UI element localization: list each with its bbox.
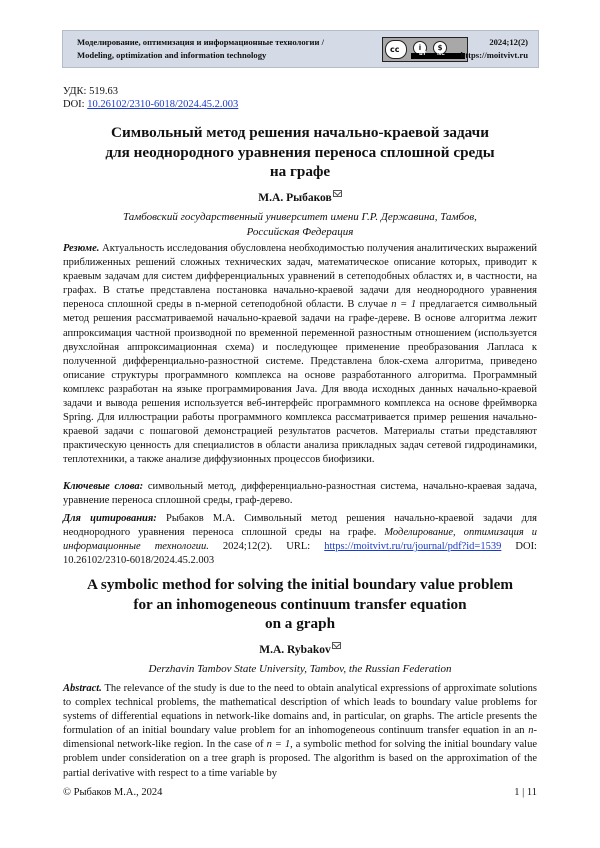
abstract-text: -dimensional network-like region. In the case of [63,725,537,751]
cc-logo-icon: cc [385,40,407,59]
journal-site[interactable]: https://moitvivt.ru [460,49,528,60]
title-line: for an inhomogeneous continuum transfer equation [133,595,467,613]
journal-header [62,30,539,68]
title-line: Символьный метод решения начально-краевой задачи [111,124,489,141]
title-line: on a graph [264,615,336,632]
abstract-text: The relevance of the study is due to the need to obtain analytical expressions of approximate solutions to complex technical problems, the mathematical description of which leads to boundary value problems for systems of differential equations in network-like domains and, in particular, on graphs. The article presents the formulation of an initial boundary value problem for an inhomogeneous continuum transfer equation in an [63,683,537,737]
doi-line [63,98,238,112]
license-by-label: BY [419,51,427,57]
author-en [0,642,600,656]
affiliation-line: Тамбовский государственный университет имени Г.Р. Державина, Тамбов, [123,211,477,223]
keywords-ru [63,480,537,508]
citation-journal: Моделирование, оптимизация и информационные технологии. [63,527,537,553]
citation-text: Рыбаков М.А. Символьный метод решения начально-краевой задачи для неоднородного уравнения переноса сплошной среды на графе. [63,513,537,539]
abstract-text: предлагается символьный метод решения рассматриваемой начально-краевой задачи на графе-дереве. В основе алгоритма лежит аппроксимация частной производной по временной переменной разностным отношением (используется двухслойная аппроксимационная схема) и последующее применение преобразования Лапласа к полученной дифференциально-разностной системе. Представлена блок-схема алгоритма, приведено описание структуры программного комплекса на основе разработанного алгоритма. Программный комплекс разработан на языке программирования Java. Для ввода исходных данных начально-краевой задачи и вывода решения используется веб-интерфейс программного комплекса на основе фреймворка Spring. Для иллюстрации работы программного комплекса рассматривается пример решения начально-краевой задачи с пошаговой демонстрацией результатов расчетов. Материалы статьи представляют практическую ценность для специалистов в области анализа прикладных задач сетевой гидродинамики, теплотехники, а также анализе диффузионных процессов биофизики. [63,299,537,466]
affiliation-line: Российская Федерация [246,225,354,238]
abstract-lead: Abstract. [63,683,102,694]
license-nc-label: NC [437,51,445,57]
abstract-en [63,682,537,781]
abstract-text: , a symbolic method for solving the initial boundary value problem under consideration on a tree graph is proposed. The algorithm is based on the approximation of the partial derivative with respect to a time variable by [63,739,537,779]
udk-code: УДК: 519.63 [63,86,118,97]
copyright: © Рыбаков М.А., 2024 [63,787,163,798]
journal-name-ru: Моделирование, оптимизация и информационные технологии / [77,37,324,47]
keywords-lead: Ключевые слова: [63,481,144,492]
journal-name [77,36,377,61]
abstract-text: Актуальность исследования обусловлена необходимостью получения аналитических выражений приближенных решений сложных технических задач, математическое описание которых, приводит к краевым задачам для систем дифференциальных уравнений в сетеподобных областях и, в частности, на графах. В статье представлена постановка начально-краевой задачи для неоднородного уравнения переноса сплошной среды в n-мерной сетеподобной области. В случае [63,243,537,311]
cc-by-nc-license-icon[interactable] [382,37,468,62]
journal-name-en: Modeling, optimization and information technology [77,49,267,60]
affiliation-ru [60,210,540,239]
author-name: М.А. Рыбаков [258,192,332,204]
page-number: 1 | 11 [514,787,537,798]
doi-prefix: DOI: [63,99,88,110]
email-envelope-icon[interactable] [333,190,342,197]
citation-doi: DOI: 10.26102/2310-6018/2024.45.2.003 [63,541,537,567]
title-line: A symbolic method for solving the initial boundary value problem [87,576,513,593]
article-title-ru [60,123,540,182]
abstract-math: n = 1 [266,739,291,751]
abstract-math: n = 1 [391,299,417,311]
keywords-text: символьный метод, дифференциально-разностная система, начально-краевая задача, уравнение переноса сплошной среды, граф-дерево. [63,481,537,507]
author-name: M.A. Rybakov [259,644,331,656]
citation-ru [63,512,537,568]
email-envelope-icon[interactable] [332,642,341,649]
title-line: на графе [269,163,331,180]
noncommercial-icon: $ [433,41,447,55]
title-line: для неоднородного уравнения переноса сплошной среды [105,143,495,161]
abstract-ru [63,242,537,468]
article-title-en [60,575,540,634]
doi-link[interactable]: 10.26102/2310-6018/2024.45.2.003 [87,99,239,110]
attribution-icon: i [413,41,427,55]
abstract-math: n [528,725,534,737]
issue-info [460,36,528,61]
author-ru [0,190,600,204]
issue-number: 2024;12(2) [489,37,528,47]
abstract-lead: Резюме. [63,243,100,254]
citation-text: 2024;12(2). URL: [208,541,325,553]
license-band [411,53,465,59]
citation-lead: Для цитирования: [63,513,157,524]
citation-url-link[interactable]: https://moitvivt.ru/ru/journal/pdf?id=1539 [324,541,502,553]
affiliation-en: Derzhavin Tambov State University, Tambov, the Russian Federation [148,663,452,675]
